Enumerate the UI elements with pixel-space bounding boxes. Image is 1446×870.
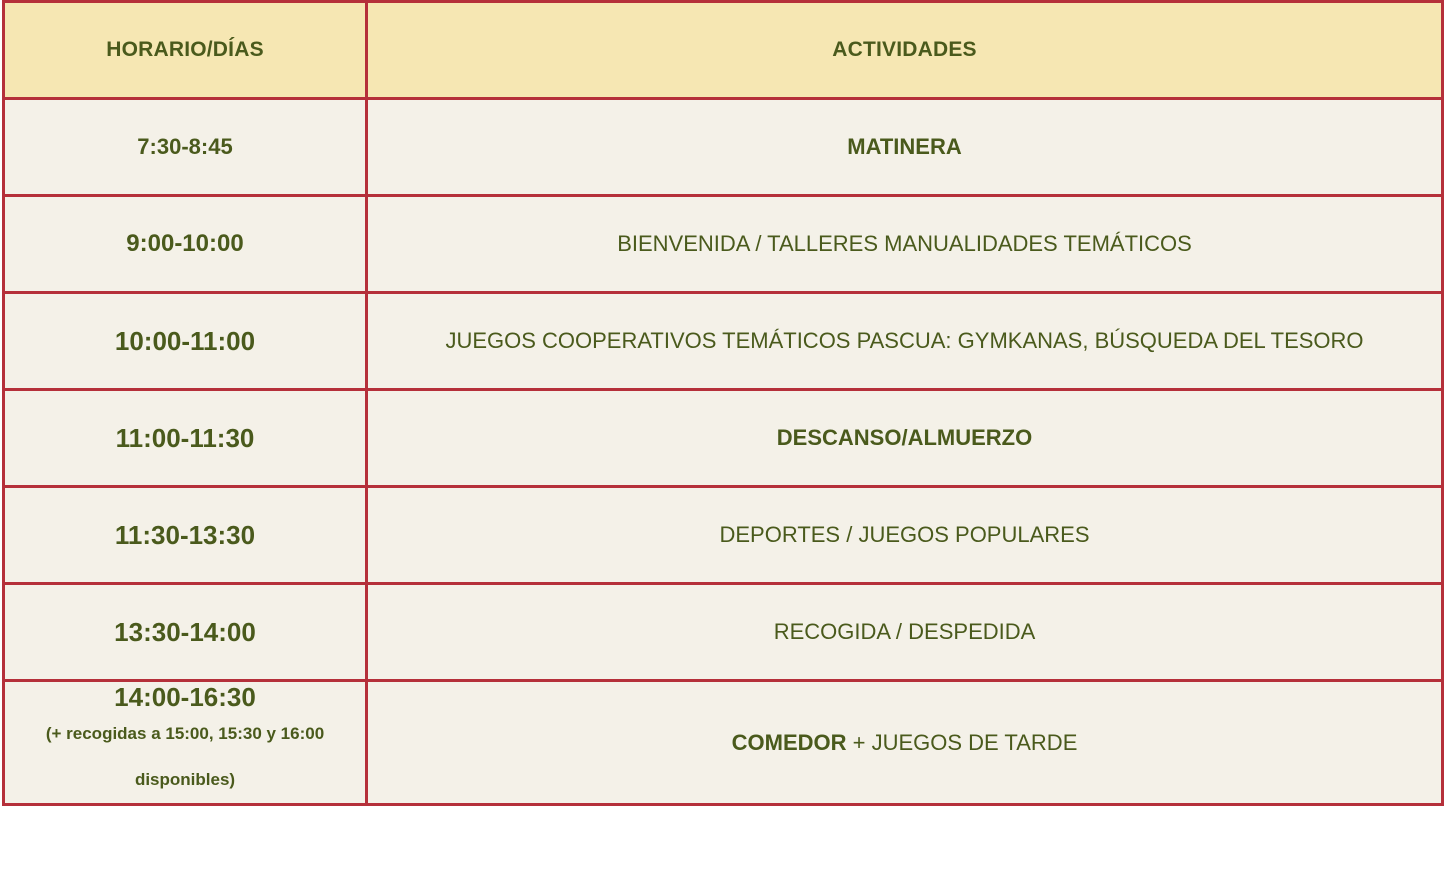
activity-cell: JUEGOS COOPERATIVOS TEMÁTICOS PASCUA: GYMKANAS, BÚSQUEDA DEL TESORO [367,293,1443,390]
table-row [4,293,1443,390]
table-header [4,2,1443,99]
activity-strong: COMEDOR [731,729,847,755]
activity-cell: DESCANSO/ALMUERZO [367,390,1443,487]
header-activities: ACTIVIDADES [367,2,1443,99]
table-row [4,584,1443,681]
table-row [4,487,1443,584]
time-cell: 13:30-14:00 [4,584,367,681]
activity-cell: MATINERA [367,99,1443,196]
time-cell: 7:30-8:45 [4,99,367,196]
table-row [4,390,1443,487]
time-cell: 11:30-13:30 [4,487,367,584]
time-cell [4,681,367,805]
time-cell: 9:00-10:00 [4,196,367,293]
header-time: HORARIO/DÍAS [4,2,367,99]
activity-rest: + JUEGOS DE TARDE [846,729,1078,755]
header-row [4,2,1443,99]
time-cell: 10:00-11:00 [4,293,367,390]
pickup-note: (+ recogidas a 15:00, 15:30 y 16:00 disponibles) [45,724,325,789]
activity-cell: RECOGIDA / DESPEDIDA [367,584,1443,681]
table-row [4,196,1443,293]
table-row [4,99,1443,196]
activity-cell: DEPORTES / JUEGOS POPULARES [367,487,1443,584]
table-body [4,99,1443,805]
time-cell: 11:00-11:30 [4,390,367,487]
activity-cell [367,681,1443,805]
time-range: 14:00-16:30 [114,682,256,712]
activity-cell: BIENVENIDA / TALLERES MANUALIDADES TEMÁTICOS [367,196,1443,293]
schedule-table [2,0,1444,806]
table-row [4,681,1443,805]
